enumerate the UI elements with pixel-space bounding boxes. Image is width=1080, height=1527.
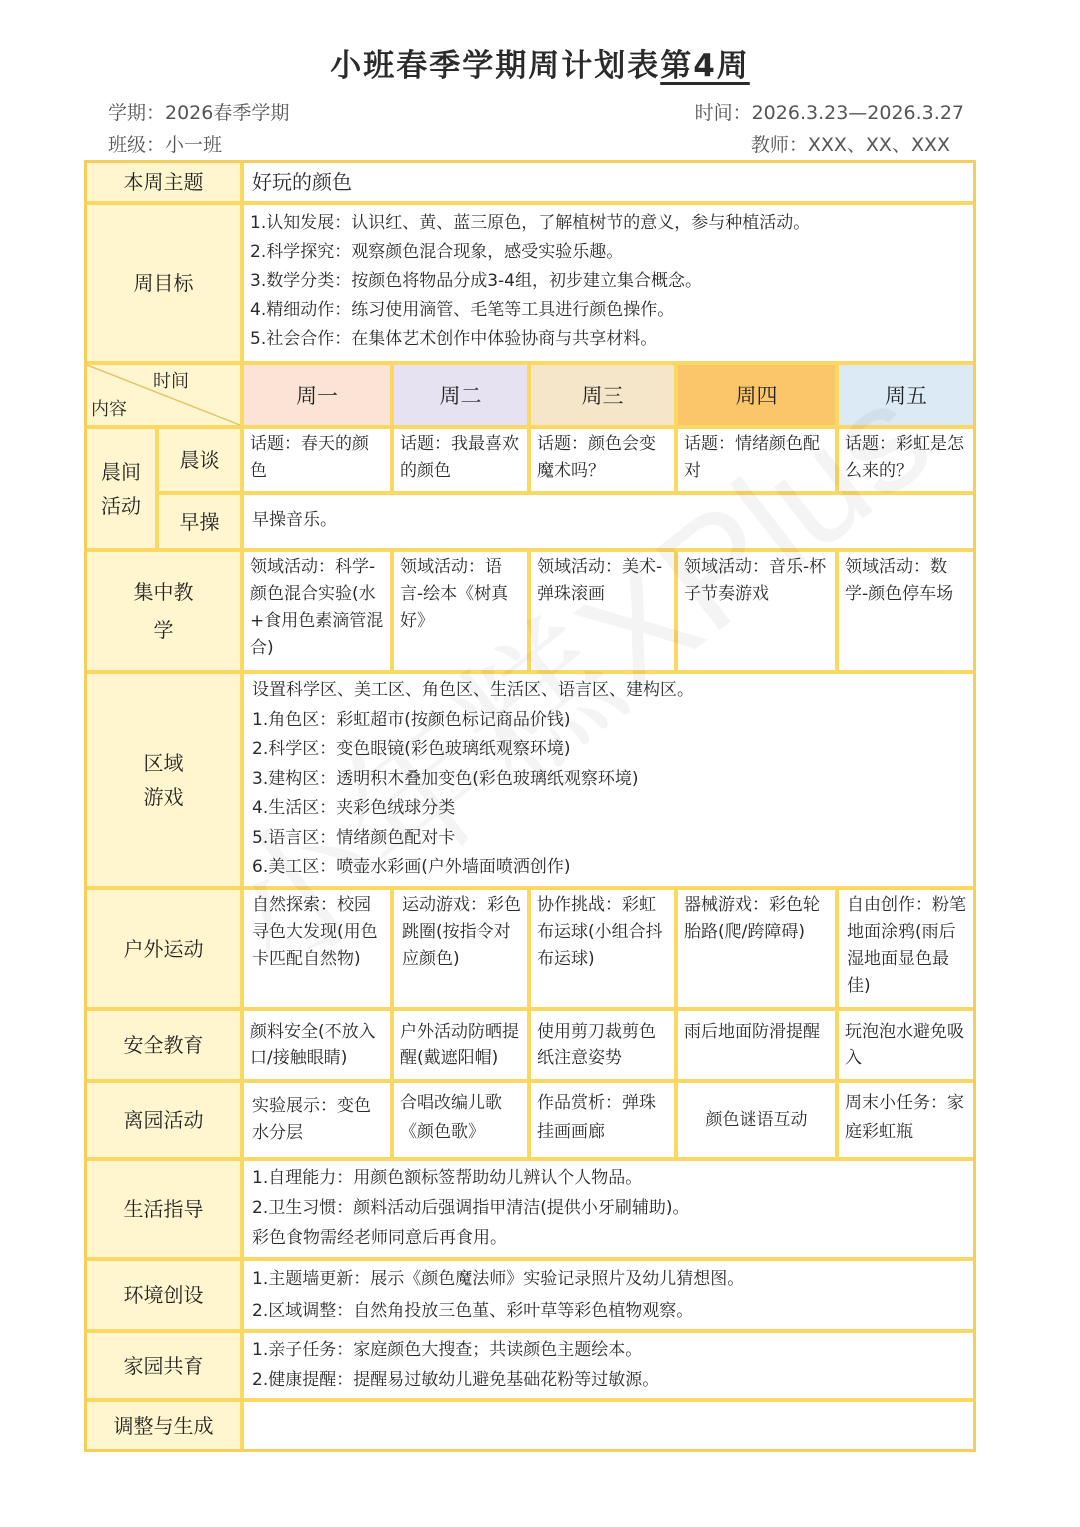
header-corner [87, 365, 240, 425]
page-title: 小班春季学期周计划表第4周 [330, 48, 750, 84]
home-item: 1.亲子任务：家庭颜色大搜查；共读颜色主题绘本。 [252, 1340, 643, 1360]
morning-talk-label: 晨谈 [159, 429, 240, 491]
talk-tuesday: 话题：我最喜欢的颜色 [394, 429, 527, 491]
morning-label: 晨间活动 [87, 429, 155, 548]
goal-item: 5.社会合作：在集体艺术创作中体验协商与共享材料。 [250, 329, 658, 349]
goal-item: 1.认知发展：认识红、黄、蓝三原色，了解植树节的意义，参与种植活动。 [250, 213, 811, 233]
leaving-thursday: 颜色谜语互动 [678, 1083, 835, 1157]
safety-monday: 颜料安全(不放入口/接触眼睛) [244, 1011, 390, 1079]
header-content: 内容 [91, 399, 127, 420]
leaving-tuesday: 合唱改编儿歌《颜色歌》 [394, 1083, 527, 1157]
area-item: 3.建构区：透明积木叠加变色(彩色玻璃纸观察环境) [252, 768, 639, 789]
group-friday: 领域活动：数学-颜色停车场 [839, 552, 973, 670]
home-item: 2.健康提醒：提醒易过敏幼儿避免基础花粉等过敏源。 [252, 1370, 660, 1390]
safety-wednesday: 使用剪刀裁剪色纸注意姿势 [531, 1011, 674, 1079]
env-label: 环境创设 [87, 1261, 240, 1329]
day-friday: 周五 [839, 365, 973, 425]
safety-thursday: 雨后地面防滑提醒 [678, 1011, 835, 1079]
group-wednesday: 领域活动：美术-弹珠滚画 [531, 552, 674, 670]
outdoor-monday: 自然探索：校园寻色大发现(用色卡匹配自然物) [244, 890, 390, 1007]
leaving-wednesday: 作品赏析：弹珠挂画画廊 [531, 1083, 674, 1157]
group-thursday: 领域活动：音乐-杯子节奏游戏 [678, 552, 835, 670]
life-list [244, 1161, 973, 1257]
group-monday: 领域活动：科学-颜色混合实验(水+食用色素滴管混合) [244, 552, 390, 670]
area-label: 区域游戏 [87, 674, 240, 886]
talk-friday: 话题：彩虹是怎么来的？ [839, 429, 973, 491]
area-item: 1.角色区：彩虹超市(按颜色标记商品价钱) [252, 709, 571, 730]
talk-thursday: 话题：情绪颜色配对 [678, 429, 835, 491]
safety-friday: 玩泡泡水避免吸入 [839, 1011, 973, 1079]
theme-value: 好玩的颜色 [244, 163, 973, 201]
weekly-plan-table [84, 160, 976, 1452]
env-list [244, 1261, 973, 1329]
home-list [244, 1333, 973, 1398]
life-item: 彩色食物需经老师同意后再食用。 [252, 1228, 507, 1248]
leaving-monday: 实验展示：变色水分层 [244, 1083, 390, 1157]
leaving-label: 离园活动 [87, 1083, 240, 1157]
talk-monday: 话题：春天的颜色 [244, 429, 390, 491]
adjust-value [244, 1402, 973, 1449]
goal-item: 2.科学探究：观察颜色混合现象，感受实验乐趣。 [250, 242, 624, 262]
safety-tuesday: 户外活动防晒提醒(戴遮阳帽) [394, 1011, 527, 1079]
class-info: 班级：小一班 [108, 134, 223, 156]
teacher-info: 教师：XXX、XX、XXX [750, 134, 950, 156]
outdoor-friday: 自由创作：粉笔地面涂鸦(雨后湿地面显色最佳) [839, 890, 973, 1007]
theme-label: 本周主题 [87, 163, 240, 201]
goals-list [244, 205, 973, 361]
date-range: 时间：2026.3.23—2026.3.27 [694, 102, 964, 124]
life-label: 生活指导 [87, 1161, 240, 1257]
life-item: 2.卫生习惯：颜料活动后强调指甲清洁(提供小牙刷辅助)。 [252, 1198, 690, 1218]
semester-info: 学期：2026春季学期 [108, 102, 290, 124]
area-item: 5.语言区：情绪颜色配对卡 [252, 827, 456, 848]
outdoor-tuesday: 运动游戏：彩色跳圈(按指令对应颜色) [394, 890, 527, 1007]
day-tuesday: 周二 [394, 365, 527, 425]
group-tuesday: 领域活动：语言-绘本《树真好》 [394, 552, 527, 670]
life-item: 1.自理能力：用颜色额标签帮助幼儿辨认个人物品。 [252, 1168, 643, 1188]
area-item: 6.美工区：喷壶水彩画(户外墙面喷洒创作) [252, 857, 571, 877]
outdoor-thursday: 器械游戏：彩色轮胎路(爬/跨障碍) [678, 890, 835, 1007]
area-item: 设置科学区、美工区、角色区、生活区、语言区、建构区。 [252, 680, 694, 700]
talk-wednesday: 话题：颜色会变魔术吗？ [531, 429, 674, 491]
home-label: 家园共育 [87, 1333, 240, 1398]
outdoor-wednesday: 协作挑战：彩虹布运球(小组合抖布运球) [531, 890, 674, 1007]
day-wednesday: 周三 [531, 365, 674, 425]
outdoor-label: 户外运动 [87, 890, 240, 1007]
adjust-label: 调整与生成 [87, 1402, 240, 1449]
safety-label: 安全教育 [87, 1011, 240, 1079]
goal-item: 4.精细动作：练习使用滴管、毛笔等工具进行颜色操作。 [250, 300, 675, 320]
group-label: 集中教学 [87, 552, 240, 670]
env-item: 1.主题墙更新：展示《颜色魔法师》实验记录照片及幼儿猜想图。 [252, 1269, 745, 1289]
header-time: 时间 [153, 371, 189, 392]
day-thursday: 周四 [678, 365, 835, 425]
day-monday: 周一 [244, 365, 390, 425]
goal-item: 3.数学分类：按颜色将物品分成3-4组，初步建立集合概念。 [250, 271, 702, 291]
week-number: 第4周 [660, 48, 750, 84]
morning-exercise-label: 早操 [159, 495, 240, 548]
goals-label: 周目标 [87, 205, 240, 361]
leaving-friday: 周末小任务：家庭彩虹瓶 [839, 1083, 973, 1157]
area-list [244, 674, 973, 886]
area-item: 4.生活区：夹彩色绒球分类 [252, 798, 456, 818]
env-item: 2.区域调整：自然角投放三色堇、彩叶草等彩色植物观察。 [252, 1301, 694, 1321]
area-item: 2.科学区：变色眼镜(彩色玻璃纸观察环境) [252, 739, 571, 759]
morning-exercise-value: 早操音乐。 [244, 495, 973, 548]
